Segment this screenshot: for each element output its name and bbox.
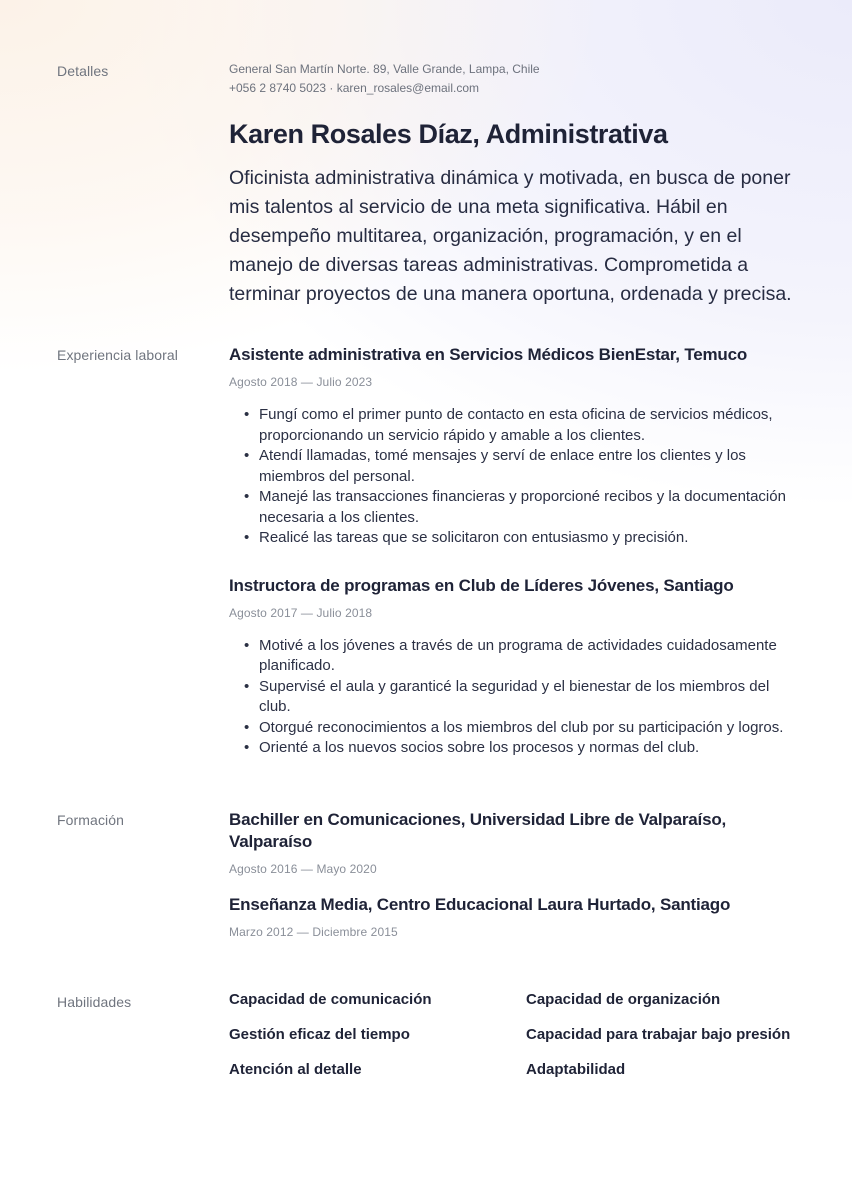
bullet-item: • Atendí llamadas, tomé mensajes y serví de enlace entre los clientes y los miembros del personal. (259, 446, 799, 487)
candidate-name: Karen Rosales Díaz, Administrativa (229, 119, 668, 149)
profile-summary: Oficinista administrativa dinámica y motivada, en busca de poner mis talentos al servicio de una meta significativa. Hábil en desempeño multitarea, organización, programación, y en el manejo de diversas tareas administrativas. Comprometida a terminar proyectos de una manera oportuna, ordenada y precisa. (229, 167, 792, 305)
education-dates: Marzo 2012 — Diciembre 2015 (229, 924, 398, 939)
experience-section-label: Experiencia laboral (57, 347, 178, 363)
skill-item: Capacidad de organización (526, 990, 721, 1008)
job-title: Instructora de programas en Club de Líderes Jóvenes, Santiago (229, 575, 734, 595)
skill-item: Adaptabilidad (526, 1060, 626, 1078)
skill-item: Capacidad de comunicación (229, 990, 432, 1008)
bullet-item: • Supervisé el aula y garanticé la seguridad y el bienestar de los miembros del club. (259, 677, 799, 718)
section-experience (57, 344, 800, 759)
education-dates: Agosto 2016 — Mayo 2020 (229, 861, 377, 876)
section-details (57, 60, 800, 309)
education-content (229, 809, 800, 939)
skill-item: Gestión eficaz del tiempo (229, 1025, 410, 1043)
details-content (229, 60, 800, 309)
education-title: Bachiller en Comunicaciones, Universidad Libre de Valparaíso, Valparaíso (229, 809, 727, 851)
education-title: Enseñanza Media, Centro Educacional Laura Hurtado, Santiago (229, 894, 731, 914)
education-entry (229, 809, 800, 876)
section-education (57, 809, 800, 939)
job-dates: Agosto 2017 — Julio 2018 (229, 605, 373, 620)
job-entry (229, 575, 800, 759)
bullet-item: • Otorgué reconocimientos a los miembros del club por su participación y logros. (259, 718, 799, 739)
skill-item: Atención al detalle (229, 1060, 362, 1078)
bullet-item: • Realicé las tareas que se solicitaron con entusiasmo y precisión. (259, 528, 799, 549)
job-dates: Agosto 2018 — Julio 2023 (229, 375, 373, 389)
job-title: Asistente administrativa en Servicios Médicos BienEstar, Temuco (229, 345, 748, 364)
education-section-label: Formación (57, 811, 125, 828)
experience-content (229, 344, 800, 759)
job-bullet-list (229, 636, 800, 759)
section-skills (57, 991, 800, 1077)
bullet-item: • Orienté a los nuevos socios sobre los procesos y normas del club. (259, 738, 799, 759)
job-entry (229, 344, 800, 549)
bullet-item: • Fungí como el primer punto de contacto en esta oficina de servicios médicos, proporcionando un servicio rápido y amable a los clientes. (259, 405, 799, 446)
contact-block (229, 60, 800, 97)
education-entry (229, 894, 800, 939)
job-bullet-list (229, 405, 800, 549)
details-section-label: Detalles (57, 63, 109, 79)
bullet-item: • Manejé las transacciones financieras y proporcioné recibos y la documentación necesaria a los clientes. (259, 487, 799, 528)
skills-grid (229, 991, 800, 1077)
skill-item: Capacidad para trabajar bajo presión (526, 1025, 791, 1043)
skills-section-label: Habilidades (57, 993, 132, 1010)
bullet-item: • Motivé a los jóvenes a través de un programa de actividades cuidadosamente planificado. (259, 636, 799, 677)
phone-email-line: +056 2 8740 5023 · karen_rosales@email.com (229, 80, 479, 95)
address-line: General San Martín Norte. 89, Valle Grande, Lampa, Chile (229, 62, 540, 76)
